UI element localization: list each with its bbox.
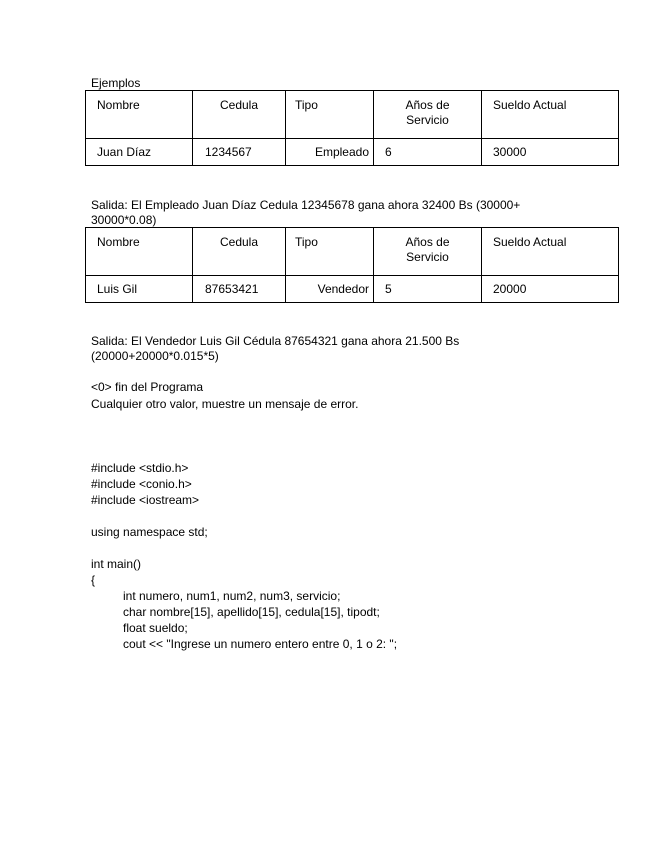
table-header-row	[86, 228, 619, 276]
code-line: float sueldo;	[123, 621, 188, 635]
header-sueldo: Sueldo Actual	[482, 228, 619, 276]
table-row	[86, 276, 619, 303]
header-anios-line1: Años de	[405, 98, 450, 112]
code-line: #include <stdio.h>	[91, 461, 189, 475]
code-line: {	[91, 573, 96, 587]
cell-nombre: Luis Gil	[86, 276, 193, 303]
example-table-2	[85, 227, 619, 303]
salida-1: Salida: El Empleado Juan Díaz Cedula 12345678 gana ahora 32400 Bs (30000+ 30000*0.08)	[91, 198, 521, 227]
code-line: #include <conio.h>	[91, 477, 192, 491]
cell-sueldo: 30000	[482, 139, 619, 166]
cell-nombre: Juan Díaz	[86, 139, 193, 166]
header-anios-line2: Servicio	[406, 250, 449, 264]
header-anios	[374, 91, 482, 139]
header-nombre: Nombre	[86, 91, 193, 139]
code-block	[91, 460, 397, 652]
header-nombre: Nombre	[86, 228, 193, 276]
table-header-row	[86, 91, 619, 139]
code-blank	[91, 540, 397, 556]
code-line: char nombre[15], apellido[15], cedula[15], tipodt;	[123, 605, 380, 619]
header-cedula: Cedula	[193, 228, 286, 276]
header-anios-line2: Servicio	[406, 113, 449, 127]
cell-tipo: Empleado	[286, 139, 374, 166]
table-row	[86, 139, 619, 166]
section-heading: Ejemplos	[91, 76, 141, 90]
cell-sueldo: 20000	[482, 276, 619, 303]
header-tipo: Tipo	[286, 91, 374, 139]
cell-cedula: 1234567	[193, 139, 286, 166]
example-table-1	[85, 90, 619, 166]
code-line: cout << "Ingrese un numero entero entre 0, 1 o 2: ";	[123, 637, 398, 651]
header-anios	[374, 228, 482, 276]
header-cedula: Cedula	[193, 91, 286, 139]
salida-2: Salida: El Vendedor Luis Gil Cédula 87654321 gana ahora 21.500 Bs (20000+20000*0.015*5)	[91, 334, 460, 363]
cell-anios: 6	[374, 139, 482, 166]
fin-programa-text: <0> fin del Programa	[91, 380, 204, 394]
error-text: Cualquier otro valor, muestre un mensaje de error.	[91, 397, 359, 411]
header-tipo: Tipo	[286, 228, 374, 276]
header-anios-line1: Años de	[405, 235, 450, 249]
code-line: using namespace std;	[91, 525, 208, 539]
code-blank	[91, 508, 397, 524]
code-line: #include <iostream>	[91, 493, 200, 507]
code-line: int numero, num1, num2, num3, servicio;	[123, 589, 341, 603]
cell-anios: 5	[374, 276, 482, 303]
header-sueldo: Sueldo Actual	[482, 91, 619, 139]
code-line: int main()	[91, 557, 142, 571]
cell-tipo: Vendedor	[286, 276, 374, 303]
cell-cedula: 87653421	[193, 276, 286, 303]
